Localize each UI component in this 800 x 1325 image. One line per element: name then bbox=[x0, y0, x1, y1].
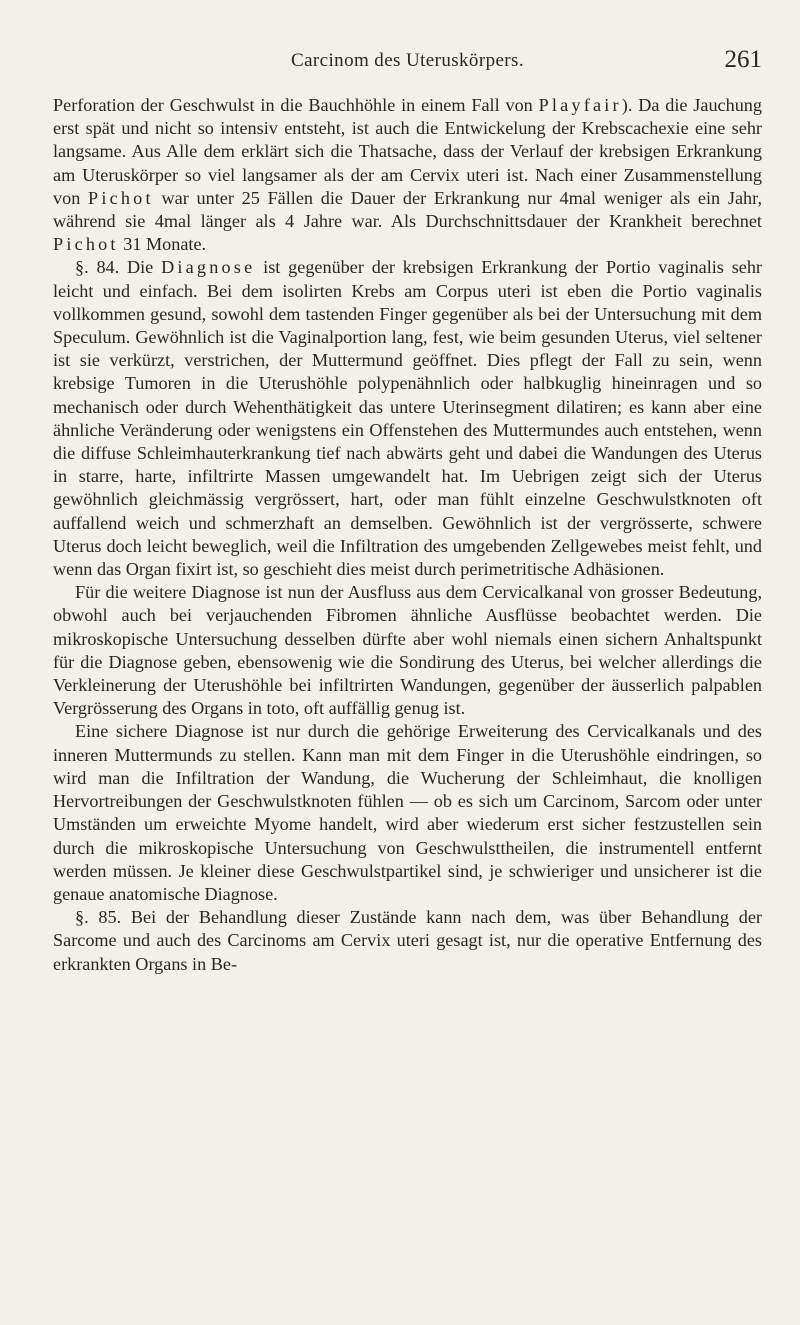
running-head bbox=[53, 46, 762, 74]
paragraph bbox=[53, 256, 762, 581]
paragraph bbox=[53, 94, 762, 256]
emphasized-name: Pichot bbox=[88, 187, 154, 208]
paragraph bbox=[53, 720, 762, 906]
text-segment: §. 84. Die bbox=[75, 257, 162, 278]
text-segment: Perforation der Geschwulst in die Bauchhöhle in einem Fall von bbox=[53, 95, 539, 115]
paragraph bbox=[53, 906, 762, 976]
text-segment: Für die weitere Diagnose ist nun der Ausfluss aus dem Cervicalkanal von grosser Bedeutung, obwohl auch bei verjauchenden Fibromen ähnliche Ausflüsse beobachtet werden. Die mikroskopische Untersuchung desselben dürfte aber wohl niemals einen sichern Anhaltspunkt für die Diagnose geben, ebensowenig wie die Sondirung des Uterus, bei welcher allerdings die Verkleinerung der Uterushöhle bei infiltrirten Wandungen, gegenüber der äusserlich palpablen Vergrösserung des Organs in toto, oft auffällig genug ist. bbox=[53, 582, 762, 719]
emphasized-name: Playfair bbox=[538, 95, 622, 115]
paragraph bbox=[53, 581, 762, 720]
running-title: Carcinom des Uteruskörpers. bbox=[291, 50, 524, 71]
emphasized-name: Pichot bbox=[53, 234, 119, 255]
body-text bbox=[53, 94, 762, 976]
text-segment: §. 85. Bei der Behandlung dieser Zustände kann nach dem, was über Behandlung der Sarcome und auch des Carcinoms am Cervix uteri gesagt ist, nur die operative Entfernung des erkrankten Organs in Be- bbox=[53, 907, 762, 974]
emphasized-name: Diagnose bbox=[161, 257, 256, 278]
text-segment: Eine sichere Diagnose ist nur durch die gehörige Erweiterung des Cervicalkanals und des inneren Muttermunds zu stellen. Kann man mit dem Finger in die Uterushöhle eindringen, so wird man die Infiltration der Wandung, die Wucherung der Schleimhaut, die knolligen Hervortreibungen der Geschwulstknoten fühlen — ob es sich um Carcinom, Sarcom oder unter Umständen um erweichte Myome handelt, wird aber wiederum erst sicher festzustellen sein durch die mikroskopische Untersuchung von Geschwulsttheilen, die instrumentell entfernt werden müssen. Je kleiner diese Geschwulstpartikel sind, je schwieriger und unsicherer ist die genaue anatomische Diagnose. bbox=[53, 721, 762, 904]
text-segment: ). Da die Jauchung erst spät und nicht so intensiv entsteht, ist auch die Entwickelung der Krebscachexie eine sehr langsame. Aus Alle dem erklärt sich die Thatsache, dass der Verlauf der krebsigen Erkrankung am Uteruskörper so viel langsamer als der am Cervix uteri ist. Nach einer Zusammenstellung von bbox=[53, 95, 762, 208]
text-segment: war unter 25 Fällen die Dauer der Erkrankung nur 4mal weniger als ein Jahr, während sie 4mal länger als 4 Jahre war. Als Durchschnittsdauer der Krankheit berechnet bbox=[53, 187, 763, 232]
text-segment: 31 Monate. bbox=[118, 234, 207, 255]
page-number: 261 bbox=[724, 46, 762, 73]
text-segment: ist gegenüber der krebsigen Erkrankung der Portio vaginalis sehr leicht und einfach. Bei dem isolirten Krebs am Corpus uteri ist eben die Portio vaginalis vollkommen gesund, sowohl dem tastenden Finger gegenüber als bei der Untersuchung mit dem Speculum. Gewöhnlich ist die Vaginalportion lang, fest, wie beim gesunden Uterus, viel seltener ist sie verkürzt, verstrichen, der Muttermund geöffnet. Dies pflegt der Fall zu sein, wenn krebsige Tumoren in die Uterushöhle polypenähnlich oder halbkuglig hineinragen und so mechanisch oder durch Wehenthätigkeit das untere Uterinsegment dilatiren; es kann aber eine ähnliche Veränderung oder wenigstens ein Offenstehen des Muttermundes auch entstehen, wenn die diffuse Schleimhauterkrankung tief nach abwärts geht und dabei die Wandungen des Uterus in starre, harte, infiltrirte Massen umgewandelt hat. Im Uebrigen zeigt sich der Uterus gewöhnlich gleichmässig vergrössert, hart, oder man fühlt einzelne Geschwulstknoten oft auffallend weich und schmerzhaft an demselben. Gewöhnlich ist der vergrösserte, schwere Uterus doch leicht beweglich, weil die Infiltration des umgebenden Zellgewebes meist fehlt, und wenn das Organ fixirt ist, so geschieht dies meist durch perimetritische Adhäsionen. bbox=[53, 257, 762, 580]
